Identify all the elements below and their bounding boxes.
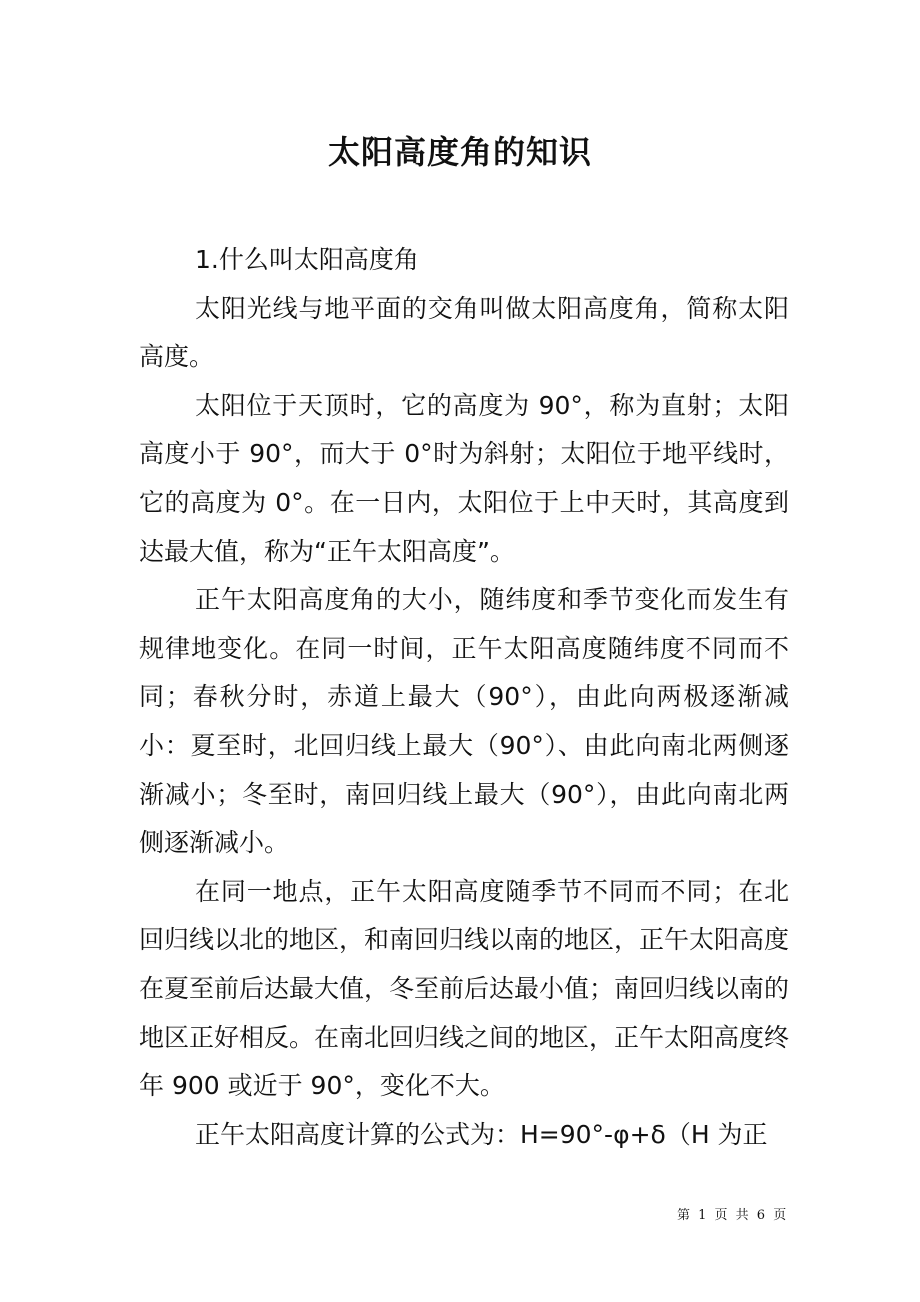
paragraph-definition: 太阳光线与地平面的交角叫做太阳高度角，简称太阳高度。: [139, 293, 789, 372]
paragraph-latitude-variation: 正午太阳高度角的大小，随纬度和季节变化而发生有规律地变化。在同一时间，正午太阳高度随纬度不同而不同；春秋分时，赤道上最大（90°），由此向两极逐渐减小：夏至时，北回归线上最大（90°）、由此向南北两侧逐渐减小；冬至时，南回归线上最大（90°），由此向南北两侧逐渐减小。: [139, 585, 789, 858]
paragraph-formula: 正午太阳高度计算的公式为：H=90°-φ+δ（H 为正: [195, 1119, 768, 1149]
paragraph-direct-oblique: 太阳位于天顶时，它的高度为 90°，称为直射；太阳高度小于 90°，而大于 0°时为斜射；太阳位于地平线时，它的高度为 0°。在一日内，太阳位于上中天时，其高度到达最大值，称为“正午太阳高度”。: [139, 390, 789, 566]
paragraph-seasonal-variation: 在同一地点，正午太阳高度随季节不同而不同；在北回归线以北的地区，和南回归线以南的地区，正午太阳高度在夏至前后达最大值，冬至前后达最小值；南回归线以南的地区正好相反。在南北回归线之间的地区，正午太阳高度终年 900 或近于 90°，变化不大。: [139, 876, 790, 1101]
document-body: [139, 236, 789, 1159]
page-footer: 第 1 页 共 6 页: [677, 1208, 787, 1223]
section-heading: 1.什么叫太阳高度角: [195, 245, 419, 274]
document-title: 太阳高度角的知识: [327, 133, 592, 171]
